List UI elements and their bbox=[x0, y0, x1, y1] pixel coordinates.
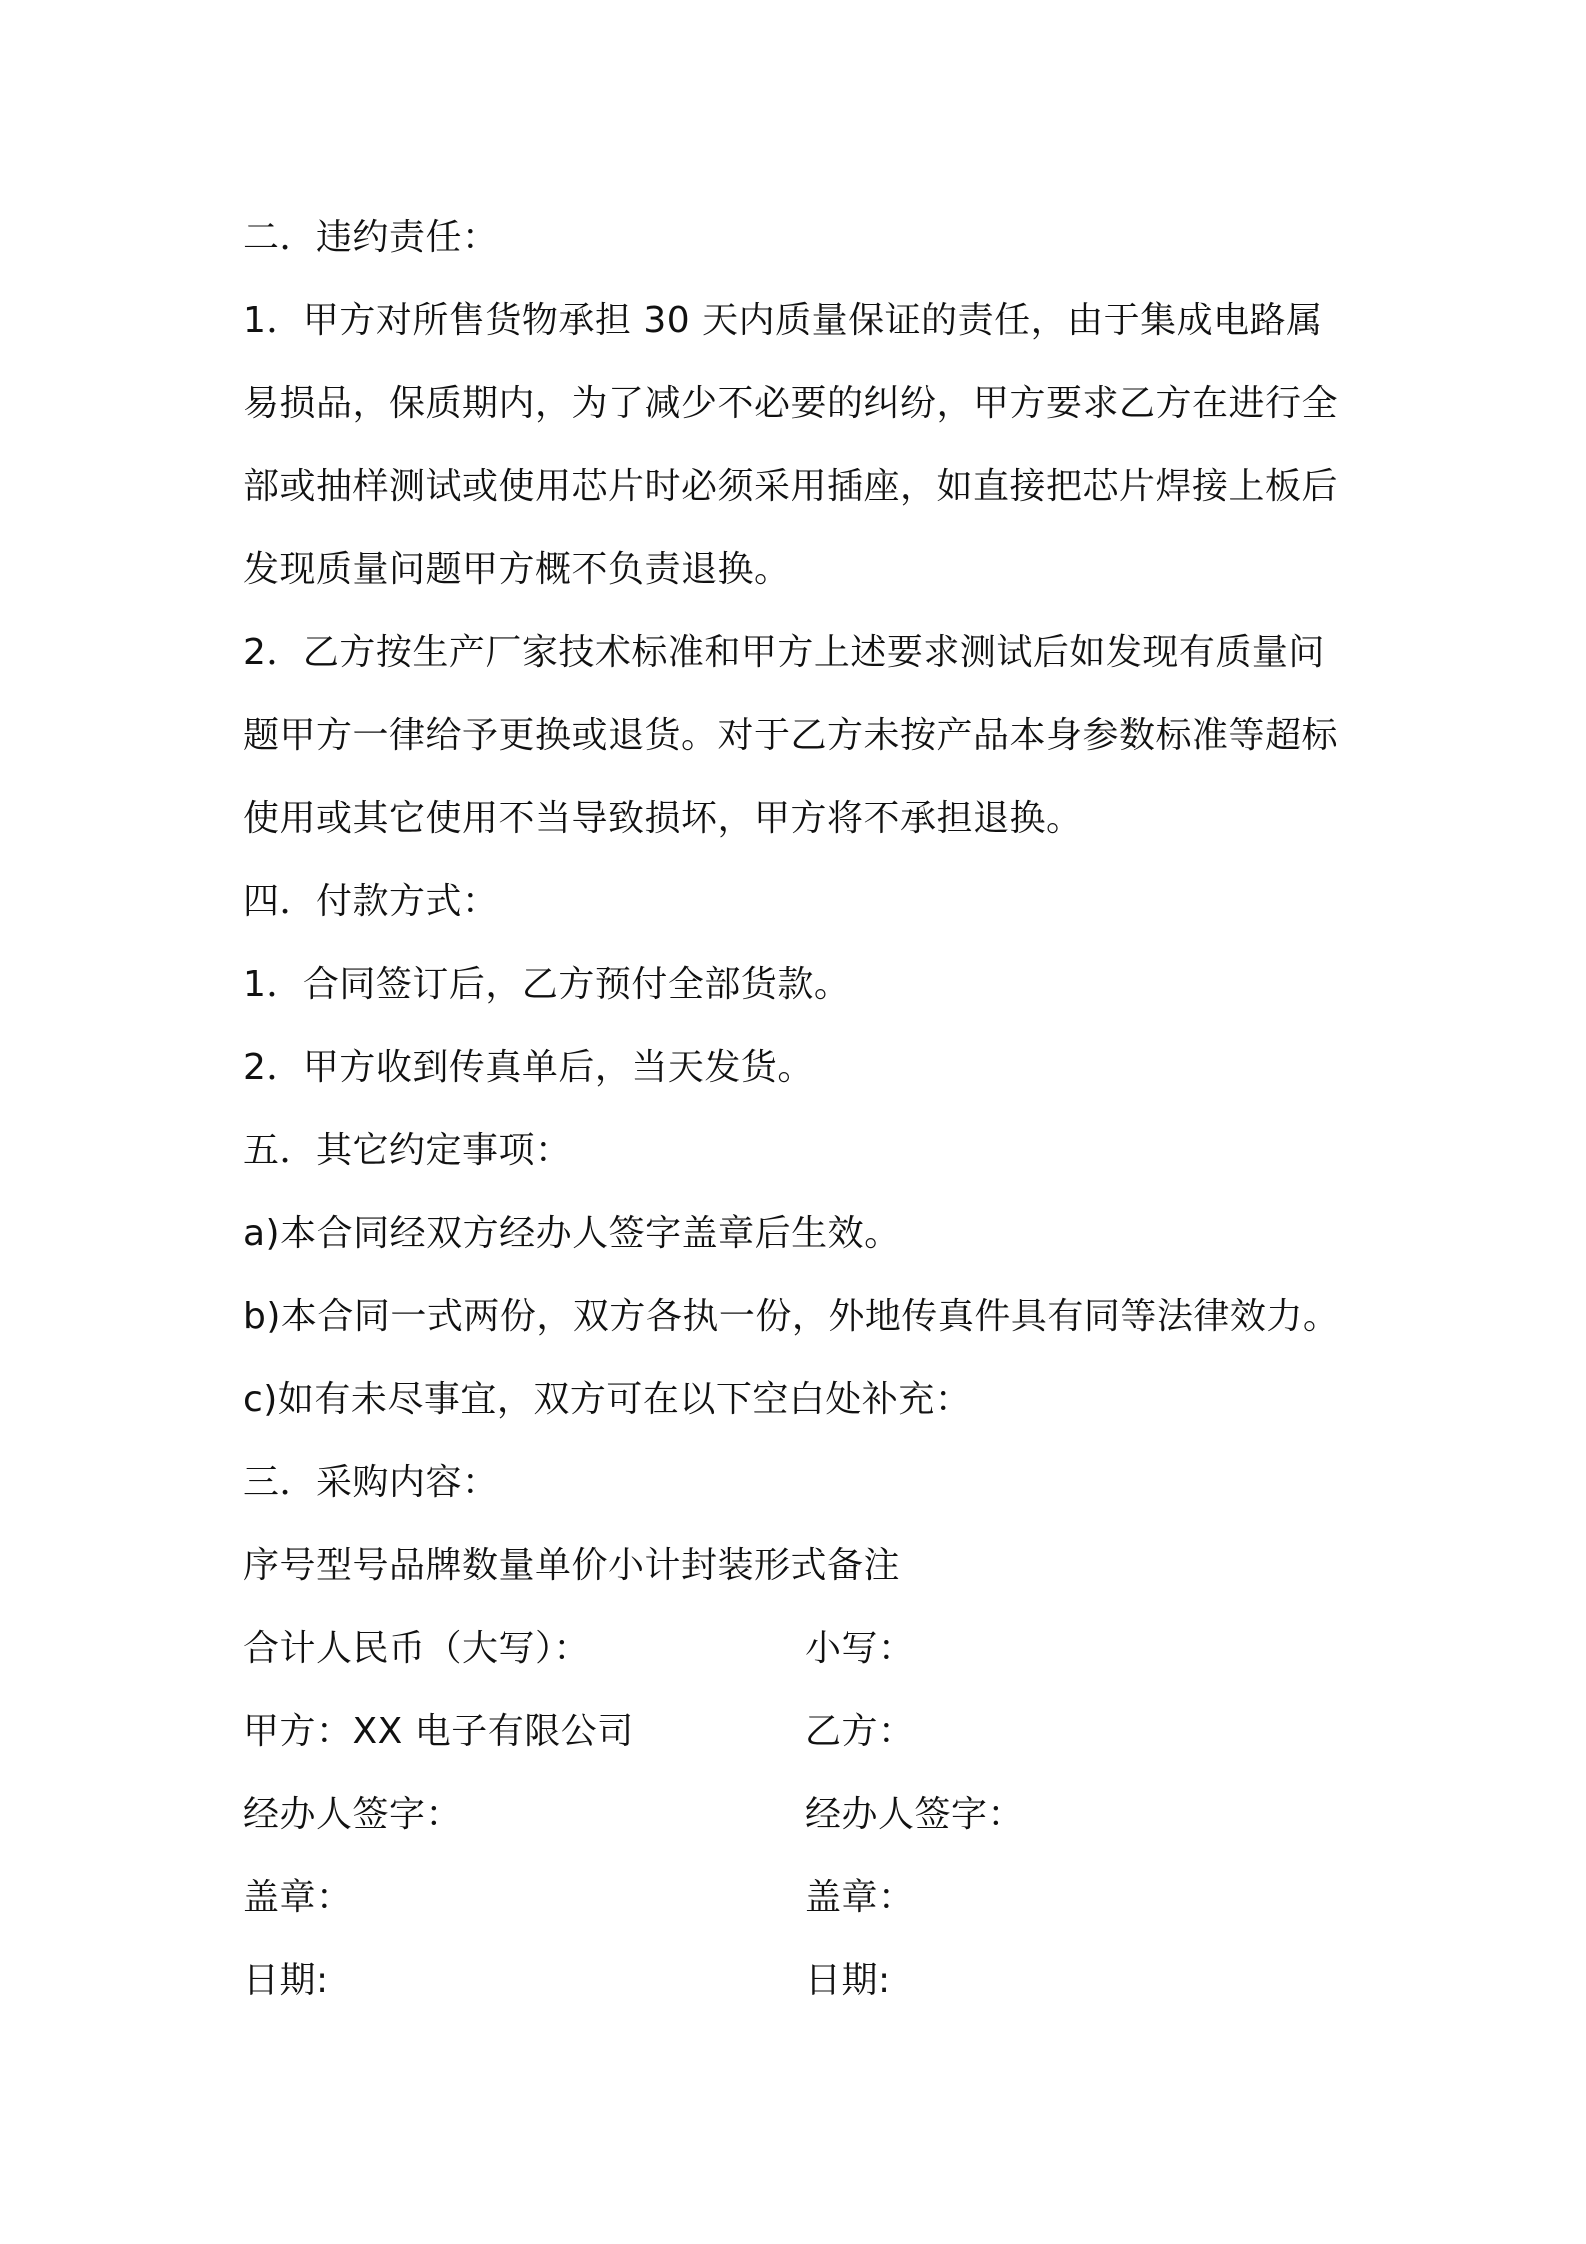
paragraph-line: 1．甲方对所售货物承担 30 天内质量保证的责任，由于集成电路属 bbox=[243, 300, 1323, 341]
party-a-handler-signature: 经办人签字： bbox=[243, 1794, 463, 1835]
paragraph-line: 1．合同签订后，乙方预付全部货款。 bbox=[243, 964, 851, 1005]
document-body bbox=[243, 196, 1373, 2022]
party-a-date: 日期: bbox=[243, 1960, 329, 2001]
paragraph-line: a)本合同经双方经办人签字盖章后生效。 bbox=[243, 1213, 901, 1254]
paragraph-line: 部或抽样测试或使用芯片时必须采用插座，如直接把芯片焊接上板后 bbox=[243, 466, 1339, 507]
paragraph-line: 使用或其它使用不当导致损坏，甲方将不承担退换。 bbox=[243, 798, 1083, 839]
paragraph-line: 2．乙方按生产厂家技术标准和甲方上述要求测试后如发现有质量问 bbox=[243, 632, 1325, 673]
section-heading-payment: 四．付款方式： bbox=[243, 881, 499, 922]
paragraph-line: 题甲方一律给予更换或退货。对于乙方未按产品本身参数标准等超标 bbox=[243, 715, 1339, 756]
section-heading-purchase: 三．采购内容： bbox=[243, 1462, 499, 1503]
paragraph-line: 2．甲方收到传真单后，当天发货。 bbox=[243, 1047, 814, 1088]
party-b-label: 乙方： bbox=[805, 1711, 915, 1752]
party-b-handler-signature: 经办人签字： bbox=[805, 1794, 1025, 1835]
signature-row-parties bbox=[243, 1690, 1373, 1773]
paragraph-line: 发现质量问题甲方概不负责退换。 bbox=[243, 549, 791, 590]
signature-row-seal bbox=[243, 1856, 1373, 1939]
party-a-label: 甲方：XX 电子有限公司 bbox=[243, 1711, 634, 1752]
paragraph-line: c)如有未尽事宜，双方可在以下空白处补充： bbox=[243, 1379, 972, 1420]
signature-row-handler bbox=[243, 1773, 1373, 1856]
party-b-seal: 盖章： bbox=[805, 1877, 915, 1918]
section-heading-breach: 二．违约责任： bbox=[243, 217, 499, 258]
purchase-table-header: 序号型号品牌数量单价小计封装形式备注 bbox=[243, 1545, 901, 1586]
signature-row-date bbox=[243, 1939, 1373, 2022]
signature-row-total bbox=[243, 1607, 1373, 1690]
total-lowercase-label: 小写： bbox=[805, 1628, 915, 1669]
total-uppercase-label: 合计人民币（大写）： bbox=[243, 1628, 591, 1669]
paragraph-line: 易损品，保质期内，为了减少不必要的纠纷，甲方要求乙方在进行全 bbox=[243, 383, 1339, 424]
paragraph-line: b)本合同一式两份，双方各执一份，外地传真件具有同等法律效力。 bbox=[243, 1296, 1340, 1337]
party-b-date: 日期: bbox=[805, 1960, 891, 2001]
party-a-seal: 盖章： bbox=[243, 1877, 353, 1918]
section-heading-other-terms: 五．其它约定事项： bbox=[243, 1130, 572, 1171]
